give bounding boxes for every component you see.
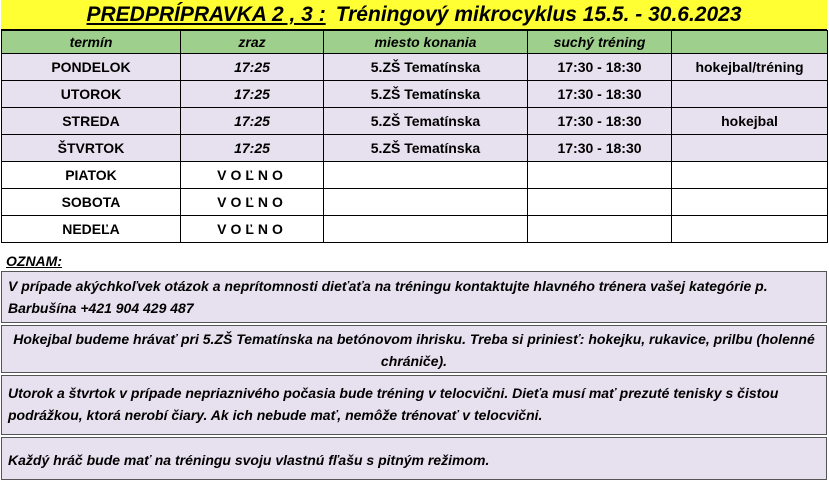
day-cell: PIATOK xyxy=(2,162,181,189)
header-termin: termín xyxy=(2,31,181,54)
meet-time-cell: 17:25 xyxy=(181,108,324,135)
table-row xyxy=(2,216,828,243)
place-cell xyxy=(324,189,528,216)
activity-cell xyxy=(672,189,828,216)
place-cell: 5.ZŠ Tematínska xyxy=(324,135,528,162)
free-cell: VOĽNO xyxy=(181,189,324,216)
schedule-table xyxy=(1,30,828,243)
table-row xyxy=(2,162,828,189)
meet-time-cell: 17:25 xyxy=(181,54,324,81)
table-row xyxy=(2,108,828,135)
training-time-cell: 17:30 - 18:30 xyxy=(528,54,672,81)
place-cell: 5.ZŠ Tematínska xyxy=(324,81,528,108)
table-header-row xyxy=(2,31,828,54)
meet-time-cell: 17:25 xyxy=(181,81,324,108)
training-time-cell: 17:30 - 18:30 xyxy=(528,135,672,162)
place-cell: 5.ZŠ Tematínska xyxy=(324,108,528,135)
day-cell: ŠTVRTOK xyxy=(2,135,181,162)
table-row xyxy=(2,54,828,81)
activity-cell xyxy=(672,162,828,189)
place-cell: 5.ZŠ Tematínska xyxy=(324,54,528,81)
place-cell xyxy=(324,162,528,189)
activity-cell xyxy=(672,216,828,243)
notice-bottle: Každý hráč bude mať na tréningu svoju vlastnú fľašu s pitným režimom. xyxy=(1,437,827,480)
training-time-cell xyxy=(528,189,672,216)
free-cell: VOĽNO xyxy=(181,216,324,243)
training-time-cell: 17:30 - 18:30 xyxy=(528,81,672,108)
activity-cell: hokejbal/tréning xyxy=(672,54,828,81)
title-main: PREDPRÍPRAVKA 2 , 3 : xyxy=(86,2,326,26)
page-title xyxy=(1,0,827,30)
notice-hockeyball: Hokejbal budeme hrávať pri 5.ZŠ Tematínska na betónovom ihrisku. Treba si priniesť: hokejku, rukavice, prilbu (holenné chrániče). xyxy=(1,325,827,373)
training-time-cell: 17:30 - 18:30 xyxy=(528,108,672,135)
day-cell: NEDEĽA xyxy=(2,216,181,243)
activity-cell xyxy=(672,81,828,108)
meet-time-cell: 17:25 xyxy=(181,135,324,162)
day-cell: UTOROK xyxy=(2,81,181,108)
header-sucha-trening: suchý tréning xyxy=(528,31,672,54)
table-row xyxy=(2,81,828,108)
place-cell xyxy=(324,216,528,243)
training-time-cell xyxy=(528,216,672,243)
notice-heading: OZNAM: xyxy=(6,253,62,269)
header-extra xyxy=(672,31,828,54)
header-miesto: miesto konania xyxy=(324,31,528,54)
free-cell: VOĽNO xyxy=(181,162,324,189)
table-row xyxy=(2,189,828,216)
title-sub: Tréningový mikrocyklus 15.5. - 30.6.2023 xyxy=(335,2,742,26)
day-cell: SOBOTA xyxy=(2,189,181,216)
day-cell: STREDA xyxy=(2,108,181,135)
header-zraz: zraz xyxy=(181,31,324,54)
activity-cell xyxy=(672,135,828,162)
activity-cell: hokejbal xyxy=(672,108,828,135)
training-time-cell xyxy=(528,162,672,189)
day-cell: PONDELOK xyxy=(2,54,181,81)
table-row xyxy=(2,135,828,162)
notice-weather: Utorok a štvrtok v prípade nepriaznivého počasia bude tréning v telocvični. Dieťa musí mať prezuté tenisky s čistou podrážkou, ktorá nerobí čiary. Ak ich nebude mať, nemôže trénovať v telocvični. xyxy=(1,375,827,435)
notice-contact: V prípade akýchkoľvek otázok a neprítomnosti dieťaťa na tréningu kontaktujte hlavného trénera vašej kategórie p. Barbušína +421 904 429 487 xyxy=(1,271,827,323)
